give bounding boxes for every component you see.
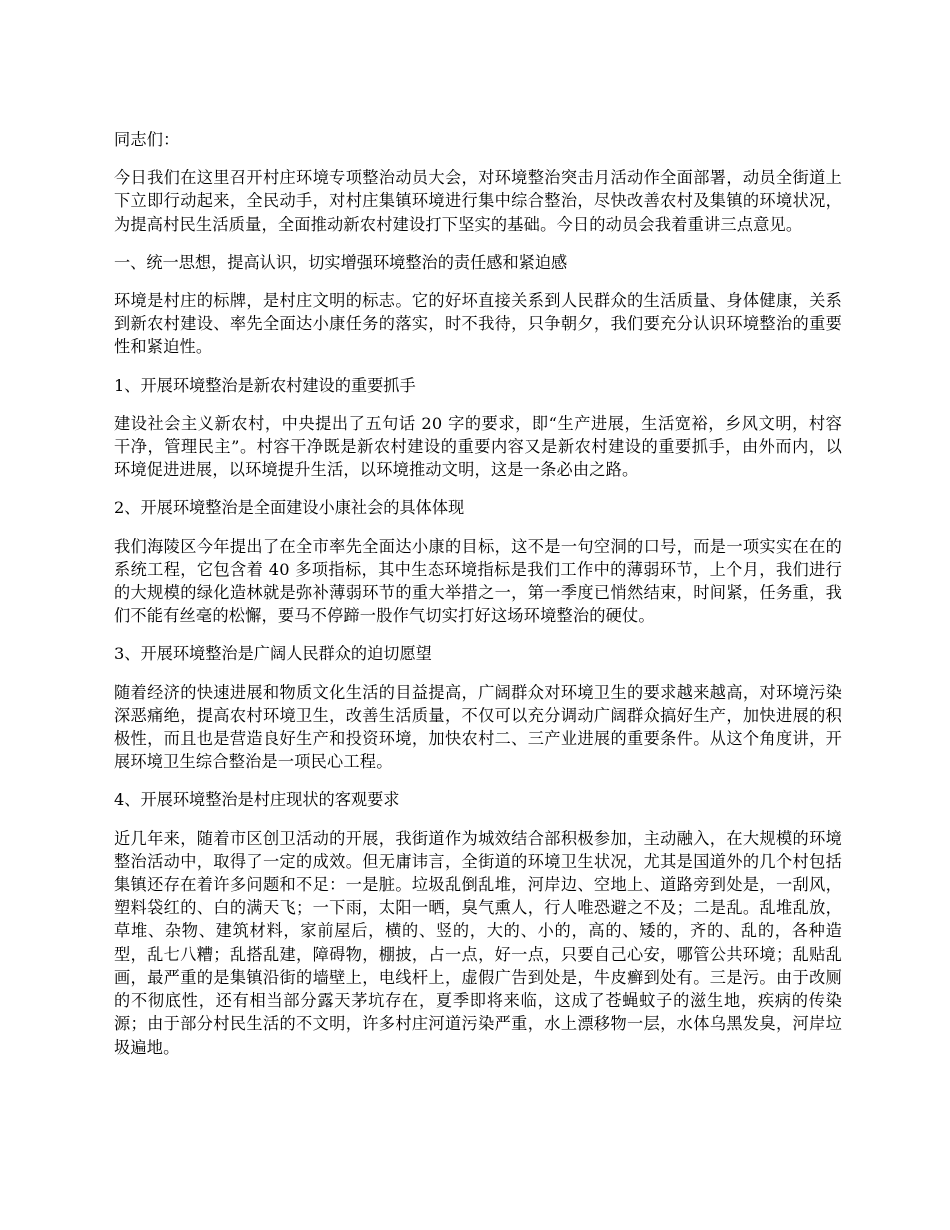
point-4-paragraph: 近几年来，随着市区创卫活动的开展，我街道作为城效结合部积极参加，主动融入，在大规模的环境整治活动中，取得了一定的成效。但无庸讳言，全街道的环境卫生状况，尤其是国道外的几个村包括集镇还存在着许多问题和不足：一是脏。垃圾乱倒乱堆，河岸边、空地上、道路旁到处是，一刮风，塑料袋红的、白的满天飞；一下雨，太阳一晒，臭气熏人，行人唯恐避之不及；二是乱。乱堆乱放，草堆、杂物、建筑材料，家前屋后，横的、竖的，大的、小的，高的、矮的，齐的、乱的，各种造型，乱七八糟；乱搭乱建，障碍物，棚披，占一点，好一点，只要自己心安，哪管公共环境；乱贴乱画，最严重的是集镇沿街的墙壁上，电线杆上，虚假广告到处是，牛皮癣到处有。三是污。由于改厕的不彻底性，还有相当部分露天茅坑存在，夏季即将来临，这成了苍蝇蚊子的滋生地，疾病的传染源；由于部分村民生活的不文明，许多村庄河道污染严重，水上漂移物一层，水体乌黑发臭，河岸垃圾遍地。 xyxy=(114,828,842,1057)
section-1-paragraph: 环境是村庄的标牌，是村庄文明的标志。它的好坏直接关系到人民群众的生活质量、身体健康，关系到新农村建设、率先全面达小康任务的落实，时不我待，只争朝夕，我们要充分认识环境整治的重要性和紧迫性。 xyxy=(114,291,842,357)
section-1-heading: 一、统一思想，提高认识，切实增强环境整治的责任感和紧迫感 xyxy=(114,252,568,272)
intro-paragraph: 今日我们在这里召开村庄环境专项整治动员大会，对环境整治突击月活动作全面部署，动员全街道上下立即行动起来，全民动手，对村庄集镇环境进行集中综合整治，尽快改善农村及集镇的环境状况，为提高村民生活质量，全面推动新农村建设打下坚实的基础。今日的动员会我着重讲三点意见。 xyxy=(114,168,842,234)
point-1-paragraph: 建设社会主义新农村，中央提出了五句话 20 字的要求，即“生产进展，生活宽裕，乡风文明，村容干净，管理民主”。村容干净既是新农村建设的重要内容又是新农村建设的重要抓手，由外而内，以环境促进进展，以环境提升生活，以环境推动文明，这是一条必由之路。 xyxy=(114,413,842,480)
point-3-paragraph: 随着经济的快速进展和物质文化生活的目益提高，广阔群众对环境卫生的要求越来越高，对环境污染深恶痛绝，提高农村环境卫生，改善生活质量，不仅可以充分调动广阔群众搞好生产，加快进展的积极性，而且也是营造良好生产和投资环境，加快农村二、三产业进展的重要条件。从这个角度讲，开展环境卫生综合整治是一项民心工程。 xyxy=(114,682,842,772)
point-3-heading: 3、开展环境整治是广阔人民群众的迫切愿望 xyxy=(114,644,432,664)
point-4-heading: 4、开展环境整治是村庄现状的客观要求 xyxy=(114,790,400,810)
point-1-heading: 1、开展环境整治是新农村建设的重要抓手 xyxy=(114,375,416,395)
point-2-heading: 2、开展环境整治是全面建设小康社会的具体体现 xyxy=(114,498,465,518)
greeting: 同志们： xyxy=(114,130,180,149)
document-body xyxy=(114,128,842,1074)
point-2-paragraph: 我们海陵区今年提出了在全市率先全面达小康的目标，这不是一句空洞的口号，而是一项实实在在的系统工程，它包含着 40 多项指标，其中生态环境指标是我们工作中的薄弱环节，上个月，我们进行的大规模的绿化造林就是弥补薄弱环节的重大举措之一，第一季度已悄然结束，时间紧，任务重，我们不能有丝毫的松懈，要马不停蹄一股作气切实打好这场环境整治的硬仗。 xyxy=(114,536,842,626)
